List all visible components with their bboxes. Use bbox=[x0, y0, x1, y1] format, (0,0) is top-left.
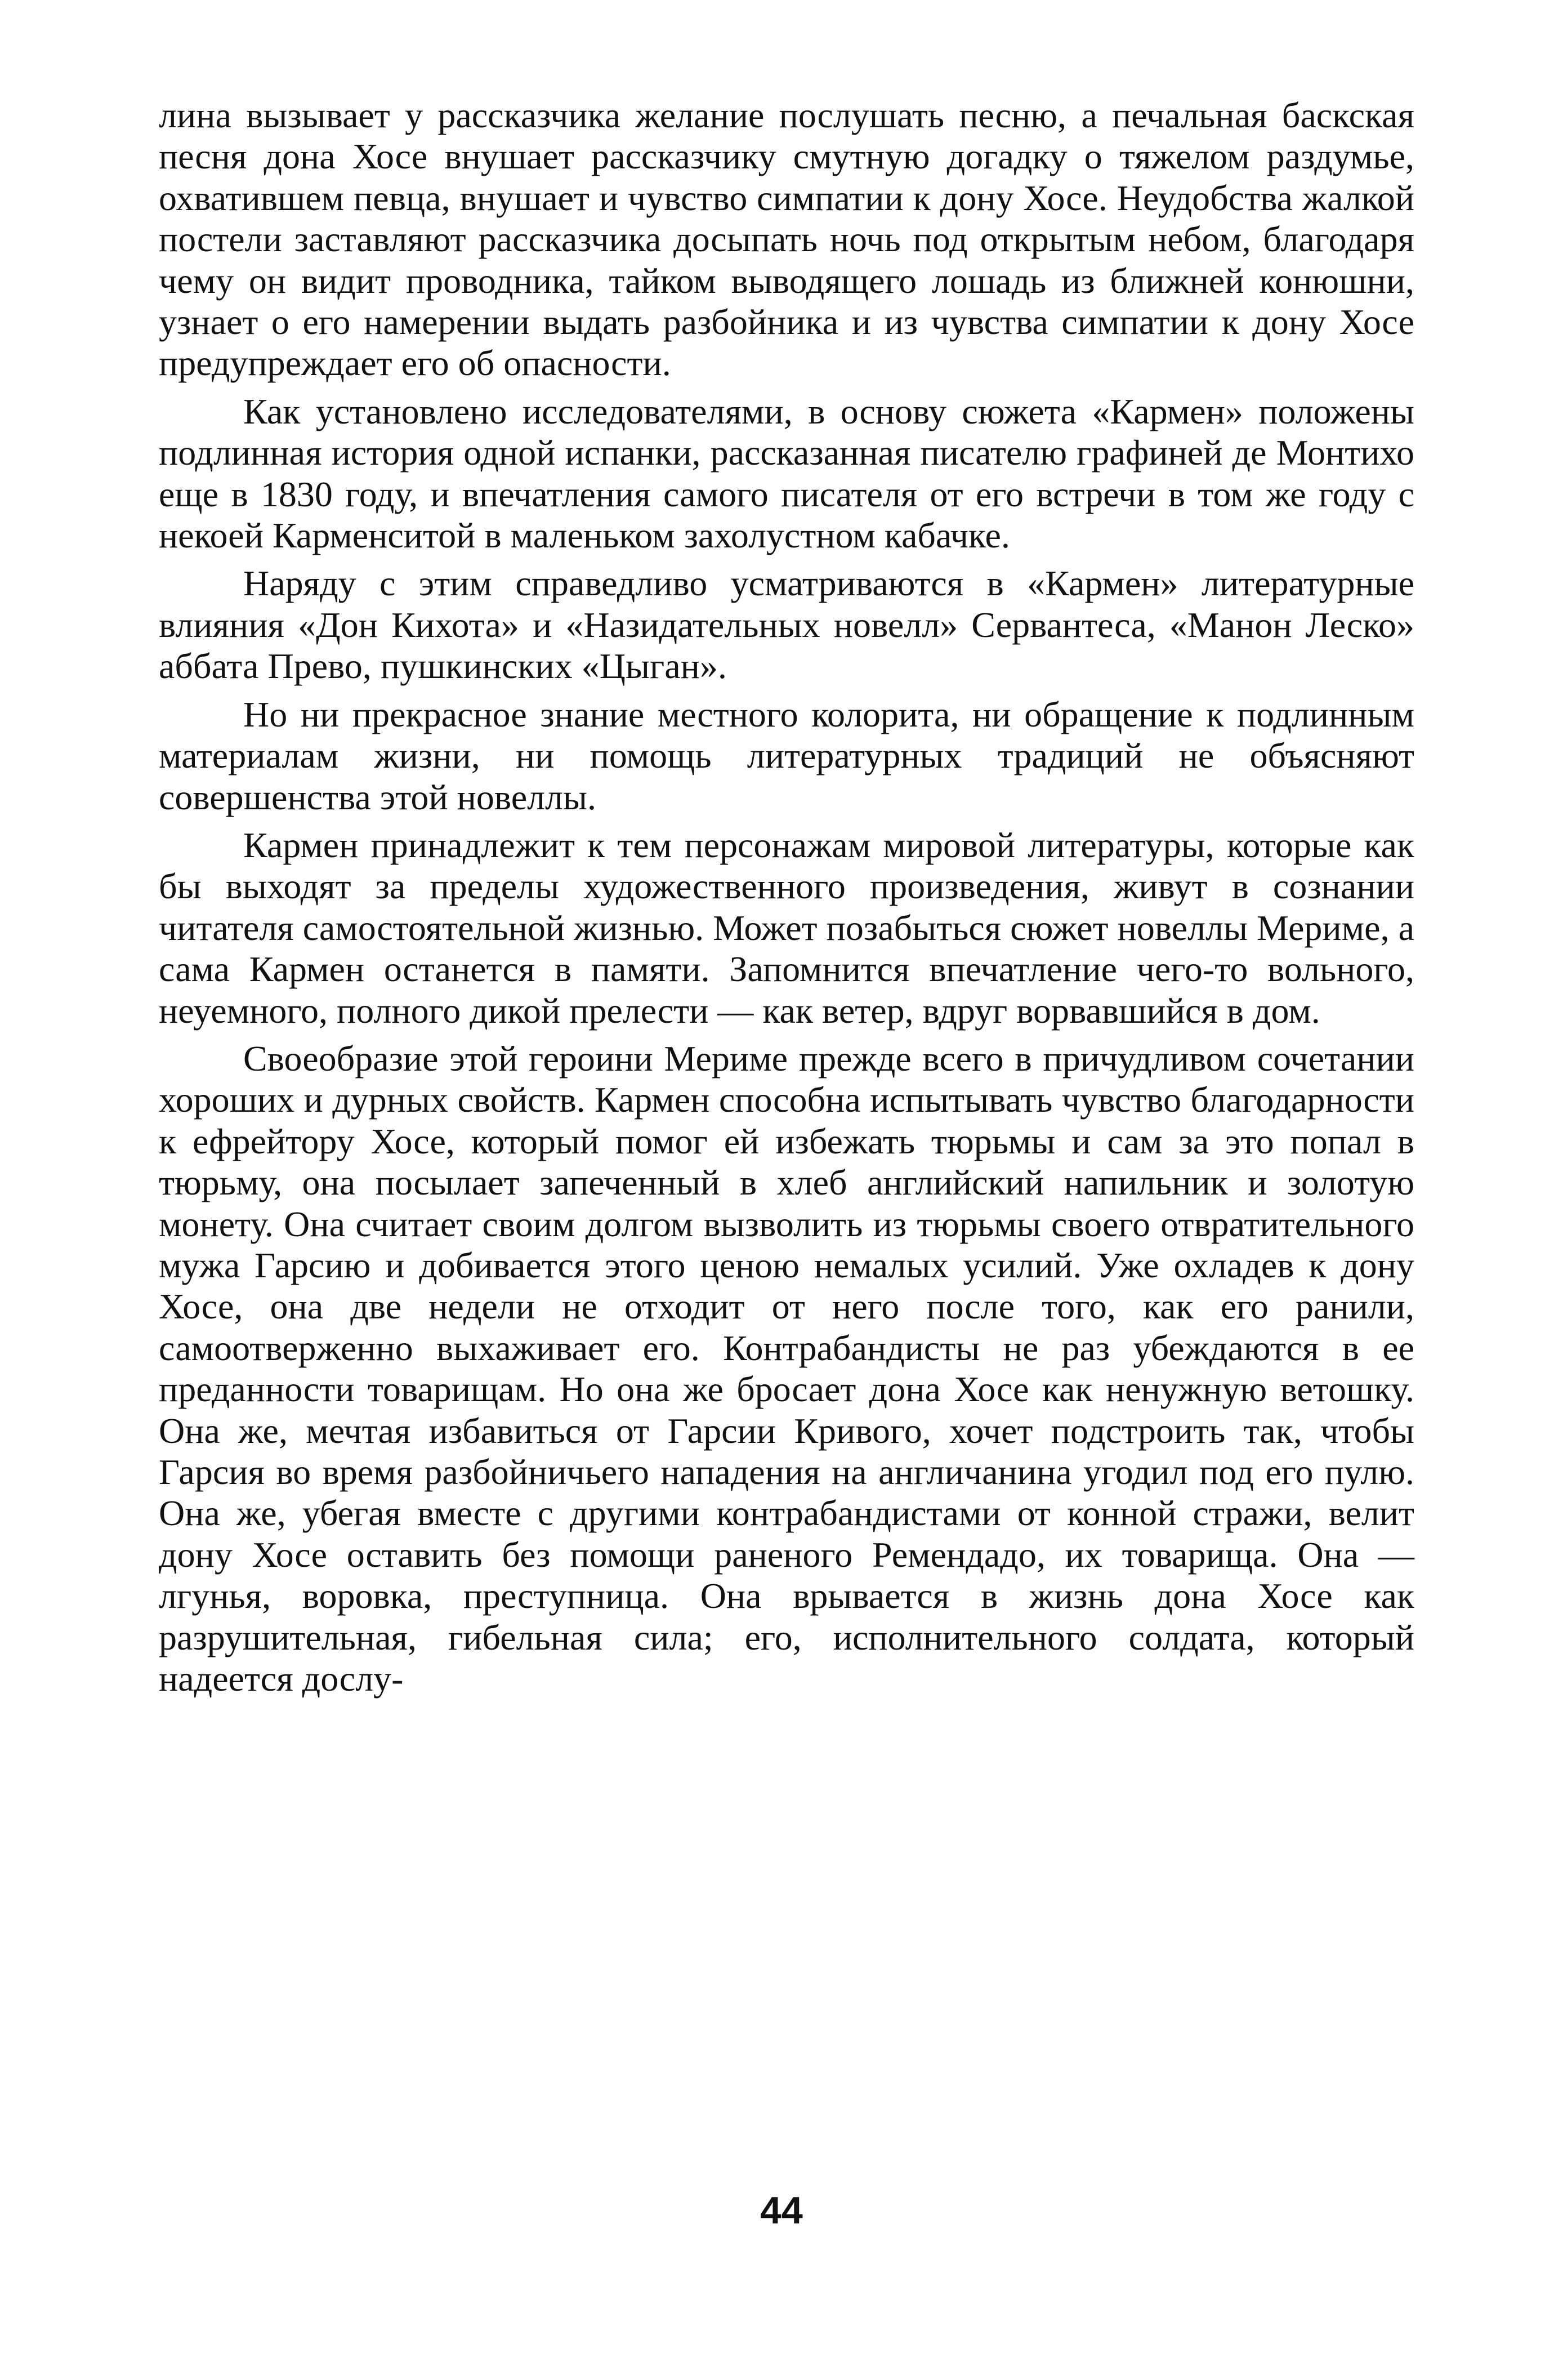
page-number: 44 bbox=[760, 2189, 803, 2232]
body-text bbox=[159, 95, 1414, 1706]
paragraph-2: Как установлено исследователями, в основу сюжета «Кармен» положены подлинная история одной испанки, рассказанная писателю графиней де Монтихо еще в 1830 году, и впечатления самого писателя от его встречи в том же году с некоей Карменситой в маленьком захолустном кабачке. bbox=[159, 391, 1414, 556]
paragraph-1: лина вызывает у рассказчика желание послушать песню, а печальная баскская песня дона Хосе внушает рассказчику смутную догадку о тяжелом раздумье, охватившем певца, внушает и чувство симпатии к дону Хосе. Неудобства жалкой постели заставляют рассказчика досыпать ночь под открытым небом, благодаря чему он видит проводника, тайком выводящего лошадь из ближней конюшни, узнает о его намерении выдать разбойника и из чувства симпатии к дону Хосе предупреждает его об опасности. bbox=[159, 95, 1414, 384]
paragraph-6: Своеобразие этой героини Мериме прежде всего в причудливом сочетании хороших и дурных свойств. Кармен способна испытывать чувство благодарности к ефрейтору Хосе, который помог ей избежать тюрьмы и сам за это попал в тюрьму, она посылает запеченный в хлеб английский напильник и золотую монету. Она считает своим долгом вызволить из тюрьмы своего отвратительного мужа Гарсию и добивается этого ценою немалых усилий. Уже охладев к дону Хосе, она две недели не отходит от него после того, как его ранили, самоотверженно выхаживает его. Контрабандисты не раз убеждаются в ее преданности товарищам. Но она же бросает дона Хосе как ненужную ветошку. Она же, мечтая избавиться от Гарсии Кривого, хочет подстроить так, чтобы Гарсия во время разбойничьего нападения на англичанина угодил под его пулю. Она же, убегая вместе с другими контрабандистами от конной стражи, велит дону Хосе оставить без помощи раненого Ремендадо, их товарища. Она — лгунья, воровка, преступница. Она врывается в жизнь дона Хосе как разрушительная, гибельная сила; его, исполнительного солдата, который надеется дослу- bbox=[159, 1038, 1414, 1699]
paragraph-3: Наряду с этим справедливо усматриваются в «Кармен» литературные влияния «Дон Кихота» и «Назидательных новелл» Сервантеса, «Манон Леско» аббата Прево, пушкинских «Цыган». bbox=[159, 563, 1414, 687]
paragraph-5: Кармен принадлежит к тем персонажам мировой литературы, которые как бы выходят за пределы художественного произведения, живут в сознании читателя самостоятельной жизнью. Может позабыться сюжет новеллы Мериме, а сама Кармен останется в памяти. Запомнится впечатление чего-то вольного, неуемного, полного дикой прелести — как ветер, вдруг ворвавшийся в дом. bbox=[159, 824, 1414, 1031]
paragraph-4: Но ни прекрасное знание местного колорита, ни обращение к подлинным материалам жизни, ни помощь литературных традиций не объясняют совершенства этой новеллы. bbox=[159, 694, 1414, 817]
